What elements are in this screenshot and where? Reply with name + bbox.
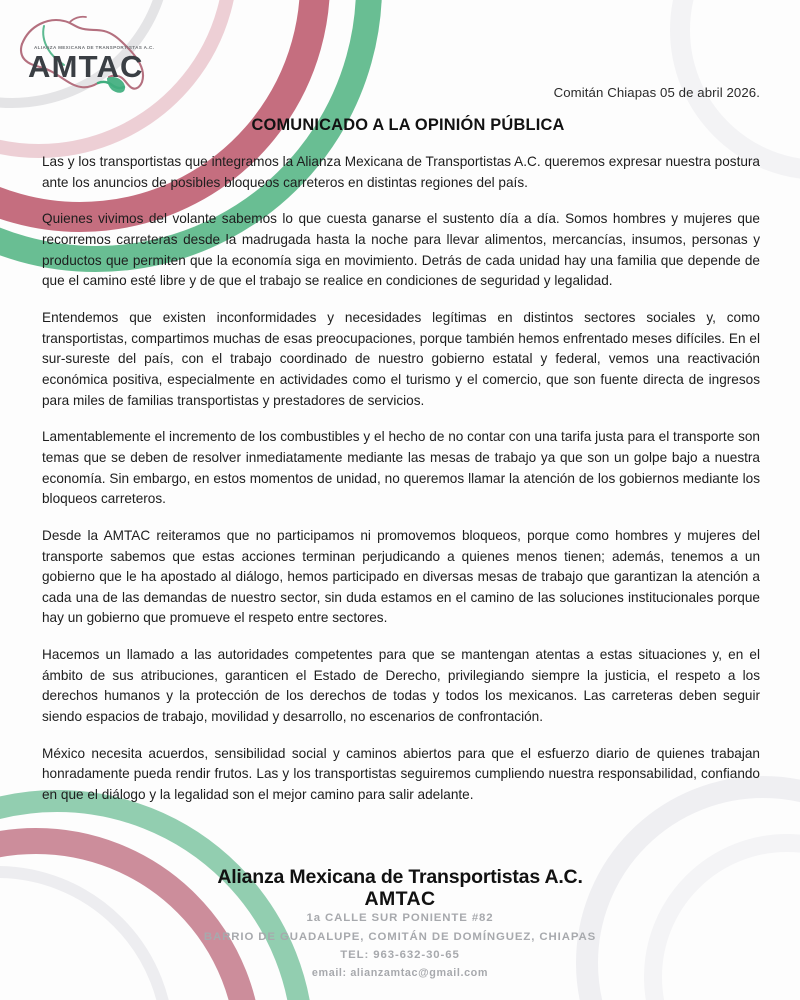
paragraph: México necesita acuerdos, sensibilidad social y caminos abiertos para que el esfuerzo diario de quienes trabajan honradamente pueda rendir frutos. Las y los transportistas seguiremos cumpliendo nuestra responsabilidad, confiando en que el diálogo y la legalidad son el mejor camino para salir adelante.: [42, 745, 760, 803]
logo-tagline: ALIANZA MEXICANA DE TRANSPORTISTAS A.C.: [34, 45, 155, 50]
footer-locality: BARRIO DE GUADALUPE, COMITÁN DE DOMÍNGUEZ, CHIAPAS: [203, 930, 597, 943]
paragraph: Entendemos que existen inconformidades y necesidades legítimas en distintos sectores sociales y, como transportistas, compartimos muchas de esas preocupaciones, porque también hemos enfrentado meses difíciles. En el sur-sureste del país, con el trabajo coordinado de nuestro gobierno estatal y federal, vemos una reactivación económica positiva, especialmente en actividades como el turismo y el comercio, que son fuente directa de ingresos para miles de familias transportistas y prestadores de servicios.: [42, 309, 760, 408]
paragraph: Desde la AMTAC reiteramos que no participamos ni promovemos bloqueos, porque como hombres y mujeres del transporte sabemos que estas acciones terminan perjudicando a quienes menos tienen; además, tenemos a un gobierno que le ha apostado al diálogo, hemos participado en diversas mesas de trabajo que garantizan la atención a cada una de las demandas de nuestro sector, sin duda estamos en el camino de las soluciones institucionales porque hay un gobierno que promueve el respeto entre sectores.: [42, 527, 760, 626]
paragraph: Hacemos un llamado a las autoridades competentes para que se mantengan atentas a estas situaciones y, en el ámbito de sus atribuciones, garanticen el Estado de Derecho, privilegiando siempre la justicia, el respeto a los derechos humanos y la protección de los derechos de todas y todos los mexicanos. Las carreteras deben seguir siendo espacios de trabajo, movilidad y desarrollo, no escenarios de confrontación.: [42, 647, 760, 725]
footer-phone: TEL: 963-632-30-65: [340, 949, 460, 962]
footer-acronym: AMTAC: [364, 887, 436, 910]
paragraph: Quienes vivimos del volante sabemos lo que cuesta ganarse el sustento día a día. Somos hombres y mujeres que recorremos carreteras desde la madrugada hasta la noche para llevar alimentos, mercancías, insumos, personas y productos que permiten que la economía siga en movimiento. Detrás de cada unidad hay una familia que depende de que el camino esté libre y de que el trabajo se realice en condiciones de seguridad y legalidad.: [42, 211, 760, 289]
paragraph: Lamentablemente el incremento de los combustibles y el hecho de no contar con una tarifa justa para el transporte son temas que se deben de resolver inmediatamente mediante las mesas de trabajo ya que son un golpe bajo a nuestra economía. Sin embargo, en estos momentos de unidad, no queremos llamar la atención de los gobiernos mediante los bloqueos carreteros.: [42, 429, 760, 507]
footer-email: email: alianzamtac@gmail.com: [311, 966, 489, 979]
footer-organization: Alianza Mexicana de Transportistas A.C.: [217, 865, 583, 888]
footer-street: 1a CALLE SUR PONIENTE #82: [306, 912, 494, 925]
document-footer: [0, 867, 800, 982]
dateline: Comitán Chiapas 05 de abril 2026.: [553, 85, 760, 100]
logo-wordmark: AMTAC: [28, 49, 144, 84]
page-title: COMUNICADO A LA OPINIÓN PÚBLICA: [251, 116, 565, 134]
body-text: [42, 152, 760, 806]
paragraph: Las y los transportistas que integramos la Alianza Mexicana de Transportistas A.C. queremos expresar nuestra postura ante los anuncios de posibles bloqueos carreteros en distintas regiones del país.: [42, 154, 760, 190]
